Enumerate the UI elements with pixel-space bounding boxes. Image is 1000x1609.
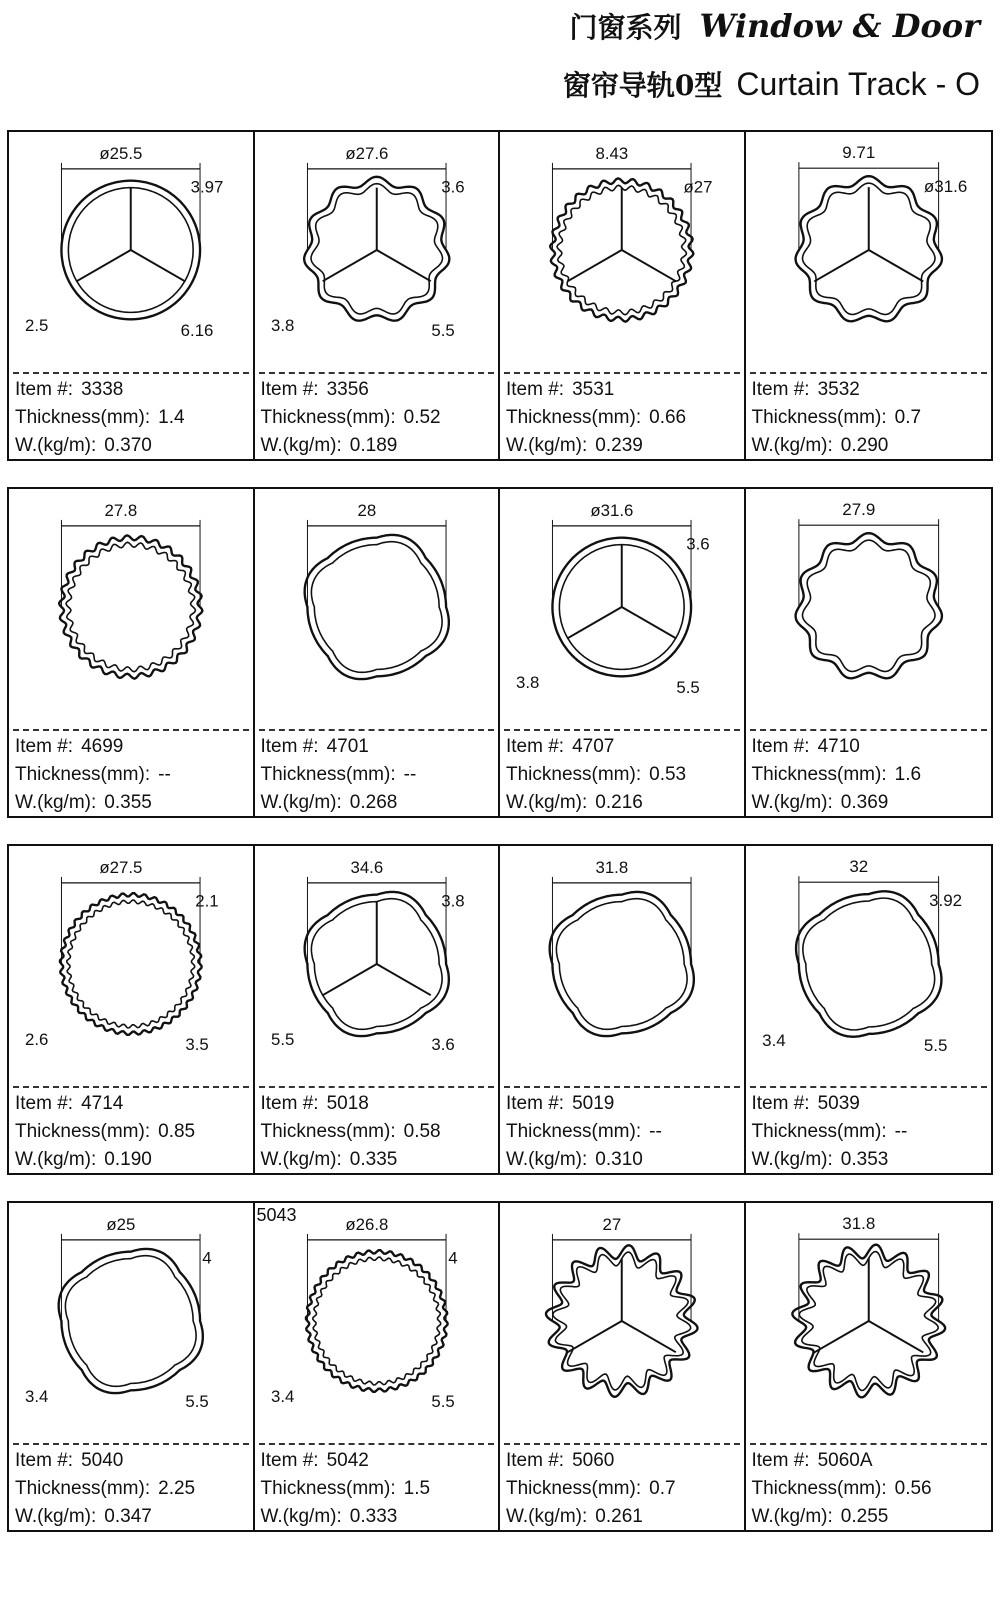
thickness-value: 2.25 — [158, 1478, 196, 1499]
item-number-value: 3356 — [326, 379, 369, 400]
dimension-label: 34.6 — [349, 857, 383, 877]
profile-drawing — [9, 1203, 253, 1443]
variant-annotation: 5043 — [256, 1205, 297, 1225]
profile-cell — [500, 846, 746, 1173]
thickness-row — [15, 404, 185, 432]
item-number-value: 4699 — [81, 736, 124, 757]
profile-specs — [752, 1447, 932, 1531]
weight-label: W.(kg/m): — [506, 1506, 588, 1527]
profile-cell — [9, 489, 255, 816]
dimension-label: 3.4 — [270, 1387, 294, 1407]
thickness-value: 0.85 — [158, 1121, 196, 1142]
profile-outline — [59, 535, 202, 678]
weight-row — [15, 1503, 195, 1531]
series-title — [569, 6, 980, 46]
thickness-value: 0.7 — [894, 407, 922, 428]
item-number-label: Item #: — [260, 379, 319, 400]
item-number-value: 5039 — [817, 1093, 860, 1114]
weight-row — [15, 432, 185, 460]
dimension-label: 27.9 — [841, 500, 875, 520]
dimension-label: 3.8 — [440, 891, 465, 911]
dimension-label: 3.6 — [430, 1035, 455, 1055]
profile-specs — [506, 733, 686, 817]
product-title-en: Curtain Track - O — [736, 66, 980, 102]
item-number-row — [506, 1090, 662, 1118]
item-number-label: Item #: — [506, 736, 565, 757]
profile-spoke — [814, 250, 868, 281]
item-number-label: Item #: — [260, 736, 319, 757]
dimension-label: ø27.6 — [344, 143, 388, 163]
dimension-label: ø27.5 — [99, 857, 143, 877]
dimension-label: ø25 — [106, 1214, 136, 1234]
dimension-label: 3.8 — [516, 673, 540, 693]
weight-row — [752, 789, 922, 817]
weight-value: 0.370 — [104, 435, 152, 456]
profile-drawing — [9, 846, 253, 1086]
dimension-label: 31.8 — [595, 857, 629, 877]
weight-row — [752, 1503, 932, 1531]
profile-cell — [500, 1203, 746, 1530]
profile-drawing — [255, 489, 499, 729]
profile-specs — [752, 733, 922, 817]
thickness-value: 1.4 — [158, 407, 185, 428]
profile-specs — [261, 1447, 431, 1531]
thickness-label: Thickness(mm): — [506, 764, 642, 785]
profile-specs — [261, 1090, 441, 1174]
weight-row — [752, 432, 922, 460]
item-number-label: Item #: — [751, 736, 810, 757]
profile-drawing — [500, 489, 744, 729]
thickness-value: 1.5 — [403, 1478, 431, 1499]
dashed-divider — [13, 1086, 249, 1088]
profile-drawing — [500, 846, 744, 1086]
catalog-row — [7, 487, 993, 818]
dimension-label: ø27 — [683, 177, 713, 197]
catalog-row — [7, 130, 993, 461]
thickness-label: Thickness(mm): — [506, 407, 642, 428]
product-title — [563, 64, 980, 104]
profile-spoke — [622, 250, 676, 281]
item-number-value: 3531 — [572, 379, 615, 400]
profile-spoke — [376, 250, 430, 281]
profile-cell — [746, 1203, 992, 1530]
profile-specs — [506, 376, 686, 460]
thickness-label: Thickness(mm): — [751, 764, 887, 785]
dimension-label: 5.5 — [676, 678, 700, 698]
catalog-row — [7, 1201, 993, 1532]
dimension-label: 5.5 — [430, 321, 455, 341]
profile-inner-outline — [556, 899, 687, 1030]
weight-row — [506, 1503, 676, 1531]
item-number-label: Item #: — [751, 1450, 810, 1471]
profile-outline — [305, 1250, 447, 1392]
item-number-row — [752, 376, 922, 404]
weight-label: W.(kg/m): — [751, 1506, 833, 1527]
profile-spoke — [376, 964, 430, 995]
item-number-value: 4714 — [81, 1093, 124, 1114]
profile-inner-outline — [65, 1256, 196, 1387]
weight-value: 0.355 — [104, 792, 152, 813]
item-number-value: 5019 — [572, 1093, 615, 1114]
item-number-value: 5060A — [817, 1450, 873, 1471]
thickness-label: Thickness(mm): — [260, 407, 396, 428]
thickness-value: -- — [158, 764, 171, 785]
dashed-divider — [504, 372, 740, 374]
profile-specs — [261, 376, 441, 460]
dashed-divider — [750, 1443, 988, 1445]
dimension-label: ø25.5 — [99, 143, 143, 163]
dimension-label: 32 — [848, 857, 868, 877]
dimension-label: 5.5 — [270, 1030, 294, 1050]
item-number-value: 4701 — [326, 736, 369, 757]
weight-row — [506, 1146, 662, 1174]
thickness-value: 1.6 — [894, 764, 922, 785]
thickness-label: Thickness(mm): — [506, 1478, 642, 1499]
profile-specs — [752, 376, 922, 460]
dimension-label: 4 — [202, 1248, 212, 1268]
thickness-value: -- — [649, 1121, 662, 1142]
thickness-row — [506, 1118, 662, 1146]
dashed-divider — [750, 1086, 988, 1088]
thickness-row — [261, 1475, 431, 1503]
dimension-label: 9.71 — [841, 143, 875, 163]
item-number-row — [506, 1447, 676, 1475]
dimension-label: 5.5 — [430, 1392, 455, 1412]
item-number-row — [15, 1447, 195, 1475]
thickness-row — [261, 404, 441, 432]
weight-value: 0.189 — [349, 435, 398, 456]
weight-value: 0.255 — [840, 1506, 889, 1527]
profile-cell — [255, 489, 501, 816]
weight-label: W.(kg/m): — [260, 435, 342, 456]
item-number-label: Item #: — [751, 379, 810, 400]
item-number-row — [752, 1447, 932, 1475]
weight-label: W.(kg/m): — [260, 792, 342, 813]
profile-cell — [500, 132, 746, 459]
item-number-label: Item #: — [260, 1450, 319, 1471]
weight-label: W.(kg/m): — [260, 1506, 342, 1527]
weight-row — [752, 1146, 908, 1174]
profile-drawing — [500, 1203, 744, 1443]
dimension-label: 8.43 — [595, 143, 629, 163]
profile-outline — [304, 535, 448, 679]
weight-value: 0.190 — [104, 1149, 152, 1170]
item-number-row — [15, 376, 185, 404]
profile-drawing — [500, 132, 744, 372]
profile-cell — [255, 132, 501, 459]
thickness-row — [15, 761, 171, 789]
item-number-label: Item #: — [15, 379, 74, 400]
profile-spoke — [622, 607, 676, 638]
thickness-label: Thickness(mm): — [15, 407, 151, 428]
thickness-label: Thickness(mm): — [260, 1478, 396, 1499]
profile-drawing — [255, 846, 499, 1086]
profile-spoke — [868, 250, 922, 281]
thickness-value: 0.52 — [403, 407, 441, 428]
profile-drawing — [746, 1203, 992, 1443]
dimension-label: 3.4 — [25, 1387, 49, 1407]
profile-cell — [255, 1203, 501, 1530]
thickness-row — [15, 1118, 195, 1146]
profile-spoke — [622, 1321, 676, 1352]
profile-drawing — [746, 132, 992, 372]
thickness-value: 0.56 — [894, 1478, 932, 1499]
item-number-value: 5042 — [326, 1450, 369, 1471]
thickness-label: Thickness(mm): — [15, 1121, 151, 1142]
profile-spoke — [568, 1321, 622, 1352]
profile-inner-outline — [802, 898, 934, 1030]
thickness-row — [752, 1475, 932, 1503]
profile-cell — [746, 489, 992, 816]
weight-value: 0.290 — [840, 435, 889, 456]
weight-label: W.(kg/m): — [260, 1149, 342, 1170]
dashed-divider — [259, 729, 495, 731]
profile-cell — [9, 132, 255, 459]
thickness-label: Thickness(mm): — [506, 1121, 642, 1142]
dimension-label: 4 — [447, 1248, 458, 1268]
item-number-row — [15, 1090, 195, 1118]
series-title-en: Window & Door — [699, 7, 980, 45]
weight-label: W.(kg/m): — [506, 1149, 588, 1170]
thickness-row — [506, 1475, 676, 1503]
weight-row — [261, 432, 441, 460]
profile-outline — [795, 533, 941, 678]
weight-value: 0.239 — [595, 435, 643, 456]
catalog-row — [7, 844, 993, 1175]
item-number-row — [752, 733, 922, 761]
dashed-divider — [13, 729, 249, 731]
item-number-value: 3532 — [817, 379, 860, 400]
dashed-divider — [259, 372, 495, 374]
item-number-value: 5060 — [572, 1450, 615, 1471]
thickness-label: Thickness(mm): — [15, 1478, 151, 1499]
dashed-divider — [504, 1086, 740, 1088]
dimension-label: 28 — [357, 500, 376, 520]
weight-value: 0.310 — [595, 1149, 643, 1170]
dimension-label: 27.8 — [104, 500, 138, 520]
weight-row — [506, 432, 686, 460]
thickness-label: Thickness(mm): — [751, 1478, 887, 1499]
product-title-cn: 窗帘导轨0型 — [562, 69, 723, 102]
profile-inner-outline — [311, 542, 442, 673]
profile-inner-outline — [312, 1257, 440, 1385]
dashed-divider — [504, 1443, 740, 1445]
item-number-row — [752, 1090, 908, 1118]
page-header — [380, 0, 980, 120]
profile-outline — [796, 891, 941, 1036]
weight-value: 0.216 — [595, 792, 643, 813]
weight-label: W.(kg/m): — [15, 792, 97, 813]
dimension-label: ø26.8 — [344, 1214, 388, 1234]
item-number-value: 3338 — [81, 379, 124, 400]
dimension-label: 27 — [602, 1214, 622, 1234]
profile-specs — [15, 733, 171, 817]
thickness-value: 0.58 — [403, 1121, 441, 1142]
profile-spoke — [322, 250, 376, 281]
profile-cell — [500, 489, 746, 816]
item-number-row — [261, 733, 417, 761]
thickness-value: 0.7 — [649, 1478, 676, 1499]
profile-inner-outline — [66, 542, 195, 671]
dimension-label: 2.6 — [25, 1030, 49, 1050]
weight-row — [261, 1146, 441, 1174]
thickness-row — [752, 404, 922, 432]
dimension-label: 3.4 — [761, 1030, 786, 1050]
profile-drawing — [9, 489, 253, 729]
weight-row — [506, 789, 686, 817]
item-number-label: Item #: — [15, 1093, 74, 1114]
weight-row — [15, 1146, 195, 1174]
item-number-row — [15, 733, 171, 761]
dimension-label: ø31.6 — [923, 177, 967, 197]
dimension-label: 3.8 — [270, 316, 294, 336]
item-number-value: 5018 — [326, 1093, 369, 1114]
weight-value: 0.369 — [840, 792, 889, 813]
weight-value: 0.353 — [840, 1149, 889, 1170]
weight-value: 0.268 — [349, 792, 398, 813]
item-number-label: Item #: — [15, 736, 74, 757]
thickness-label: Thickness(mm): — [260, 764, 396, 785]
thickness-label: Thickness(mm): — [15, 764, 151, 785]
profile-drawing — [746, 846, 992, 1086]
weight-value: 0.347 — [104, 1506, 152, 1527]
series-title-cn: 门窗系列 — [569, 11, 682, 44]
dimension-label: 5.5 — [185, 1392, 209, 1412]
dimension-label: 2.5 — [25, 316, 49, 336]
dashed-divider — [259, 1443, 495, 1445]
thickness-row — [261, 761, 417, 789]
thickness-row — [506, 761, 686, 789]
profile-cell — [255, 846, 501, 1173]
dashed-divider — [13, 372, 249, 374]
thickness-row — [752, 761, 922, 789]
item-number-label: Item #: — [506, 1093, 565, 1114]
profile-specs — [261, 733, 417, 817]
weight-label: W.(kg/m): — [751, 1149, 833, 1170]
item-number-row — [261, 1447, 431, 1475]
weight-value: 0.333 — [349, 1506, 398, 1527]
weight-label: W.(kg/m): — [506, 792, 588, 813]
item-number-row — [261, 376, 441, 404]
thickness-label: Thickness(mm): — [260, 1121, 396, 1142]
dimension-label: 5.5 — [923, 1035, 947, 1055]
profile-specs — [15, 1447, 195, 1531]
profile-cell — [9, 846, 255, 1173]
dimension-label: 3.6 — [440, 177, 465, 197]
profile-spoke — [868, 1321, 922, 1352]
dimension-label: 3.97 — [190, 177, 224, 197]
weight-label: W.(kg/m): — [15, 1149, 97, 1170]
dimension-label: 6.16 — [180, 321, 214, 341]
profile-specs — [15, 1090, 195, 1174]
profile-spoke — [814, 1321, 868, 1352]
weight-row — [261, 789, 417, 817]
weight-label: W.(kg/m): — [15, 435, 97, 456]
weight-row — [15, 789, 171, 817]
weight-value: 0.261 — [595, 1506, 643, 1527]
profile-spoke — [77, 250, 131, 281]
thickness-label: Thickness(mm): — [751, 1121, 887, 1142]
item-number-label: Item #: — [260, 1093, 319, 1114]
profile-spoke — [568, 607, 622, 638]
dimension-label: 31.8 — [841, 1214, 875, 1234]
thickness-value: -- — [894, 1121, 908, 1142]
thickness-row — [15, 1475, 195, 1503]
profile-outline — [59, 1249, 203, 1393]
profile-cell — [746, 846, 992, 1173]
dashed-divider — [750, 729, 988, 731]
profile-specs — [15, 376, 185, 460]
dimension-label: ø31.6 — [590, 500, 634, 520]
profile-drawing — [746, 489, 992, 729]
thickness-value: 0.53 — [649, 764, 687, 785]
thickness-value: 0.66 — [649, 407, 687, 428]
item-number-value: 5040 — [81, 1450, 124, 1471]
profile-spoke — [322, 964, 376, 995]
weight-label: W.(kg/m): — [751, 435, 833, 456]
thickness-row — [506, 404, 686, 432]
dashed-divider — [504, 729, 740, 731]
weight-value: 0.335 — [349, 1149, 398, 1170]
item-number-row — [506, 733, 686, 761]
item-number-value: 4710 — [817, 736, 860, 757]
profile-outline — [60, 893, 202, 1035]
profile-drawing — [255, 132, 499, 372]
dashed-divider — [259, 1086, 495, 1088]
item-number-label: Item #: — [506, 1450, 565, 1471]
profile-outline — [550, 892, 694, 1036]
thickness-label: Thickness(mm): — [751, 407, 887, 428]
profile-drawing — [255, 1203, 499, 1443]
item-number-label: Item #: — [15, 1450, 74, 1471]
item-number-row — [261, 1090, 441, 1118]
item-number-row — [506, 376, 686, 404]
dashed-divider — [750, 372, 988, 374]
profile-specs — [506, 1090, 662, 1174]
dimension-label: 2.1 — [195, 891, 219, 911]
profile-specs — [752, 1090, 908, 1174]
profile-spoke — [131, 250, 185, 281]
weight-label: W.(kg/m): — [506, 435, 588, 456]
dimension-label: 3.6 — [686, 534, 710, 554]
profile-cell — [9, 1203, 255, 1530]
profile-specs — [506, 1447, 676, 1531]
item-number-label: Item #: — [751, 1093, 810, 1114]
weight-label: W.(kg/m): — [15, 1506, 97, 1527]
weight-row — [261, 1503, 431, 1531]
profile-cell — [746, 132, 992, 459]
profile-drawing — [9, 132, 253, 372]
dashed-divider — [13, 1443, 249, 1445]
item-number-label: Item #: — [506, 379, 565, 400]
profile-spoke — [568, 250, 622, 281]
thickness-row — [261, 1118, 441, 1146]
thickness-row — [752, 1118, 908, 1146]
profile-inner-outline — [67, 900, 195, 1028]
thickness-value: -- — [403, 764, 417, 785]
item-number-value: 4707 — [572, 736, 615, 757]
weight-label: W.(kg/m): — [751, 792, 833, 813]
dimension-label: 3.92 — [928, 891, 962, 911]
dimension-label: 3.5 — [185, 1035, 209, 1055]
